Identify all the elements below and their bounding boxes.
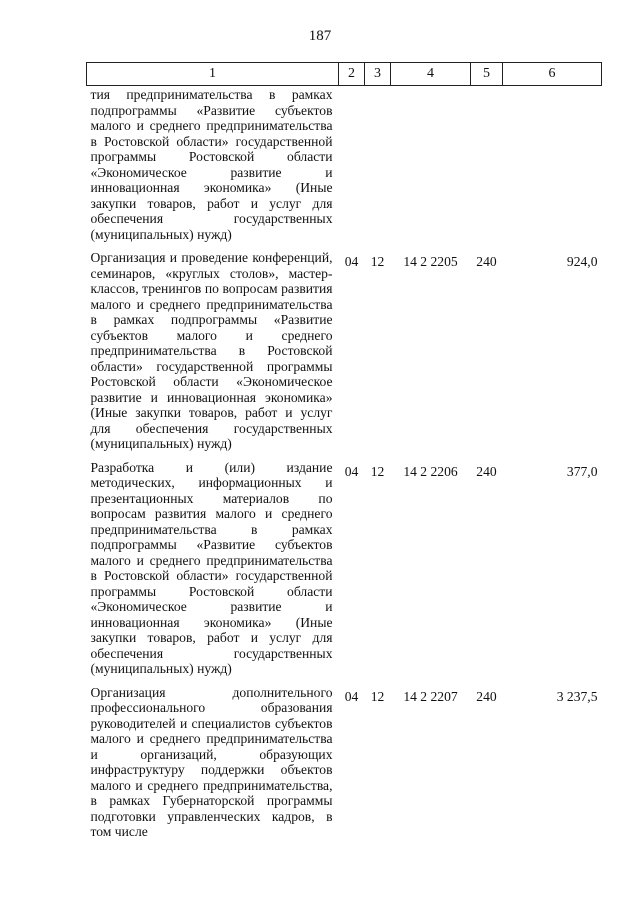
row-description: Организация и проведение конференций, семинаров, «круглых столов», мастер-классов, тренингов по вопросам развития малого и среднего предпринимательства в рамках подпрограммы «Развитие субъектов малого и среднего предпринимательства в Ростовской области» государственной программы Ростовской области «Экономическое развитие и инновационная экономика» (Иные закупки товаров, работ и услуг для обеспечения государственных (муниципальных) нужд): [90, 250, 333, 451]
table-row: [87, 86, 602, 249]
row-section-code: 04: [344, 254, 359, 269]
column-header-3: 3: [365, 63, 391, 86]
page-number: 187: [308, 28, 332, 44]
row-target-code: 14 2 2207: [403, 688, 458, 704]
budget-table: [86, 62, 602, 846]
row-target-code: 14 2 2205: [403, 254, 458, 269]
column-header-2: 2: [339, 63, 365, 86]
row-amount: 924,0: [566, 254, 598, 269]
row-expense-type: 240: [476, 688, 497, 704]
row-section-code: [339, 86, 365, 249]
row-subsection-code: 12: [370, 688, 385, 704]
row-amount: 3 237,5: [556, 688, 598, 704]
row-description: Разработка и (или) издание методических, информационных и презентационных материалов по вопросам развития малого и среднего предпринимательства в рамках подпрограммы «Развитие субъектов малого и среднего предпринимательства в Ростовской области» государственной программы Ростовской области «Экономическое развитие и инновационная экономика» (Иные закупки товаров, работ и услуг для обеспечения государственных (муниципальных) нужд): [90, 459, 333, 676]
row-section-code: 04: [344, 463, 359, 479]
table-header-row: [87, 63, 602, 86]
row-description: Организация дополнительного профессионального образования руководителей и специалистов субъектов малого и среднего предпринимательства и организаций, образующих инфраструктуру поддержки объектов малого и среднего предпринимательства, в рамках Губернаторской программы подготовки управленческих кадров, в том числе: [90, 684, 333, 839]
row-subsection-code: 12: [370, 254, 385, 269]
row-expense-type: 240: [476, 254, 497, 269]
table-row: [87, 683, 602, 846]
row-target-code: 14 2 2206: [403, 463, 458, 479]
column-header-6: 6: [503, 63, 602, 86]
row-subsection-code: [365, 86, 391, 249]
row-expense-type: [471, 86, 503, 249]
row-amount: 377,0: [566, 463, 598, 479]
row-section-code: 04: [344, 688, 359, 704]
column-header-1: 1: [87, 63, 339, 86]
table-row: [87, 458, 602, 683]
row-expense-type: 240: [476, 463, 497, 479]
row-target-code: [391, 86, 471, 249]
column-header-4: 4: [391, 63, 471, 86]
row-amount: [503, 86, 602, 249]
column-header-5: 5: [471, 63, 503, 86]
row-description: тия предпринимательства в рамках подпрограммы «Развитие субъектов малого и среднего предпринимательства в Ростовской области» государственной программы Ростовской области «Экономическое развитие и инновационная экономика» (Иные закупки товаров, работ и услуг для обеспечения государственных (муниципальных) нужд): [90, 87, 333, 242]
table-row: [87, 248, 602, 458]
row-subsection-code: 12: [370, 463, 385, 479]
